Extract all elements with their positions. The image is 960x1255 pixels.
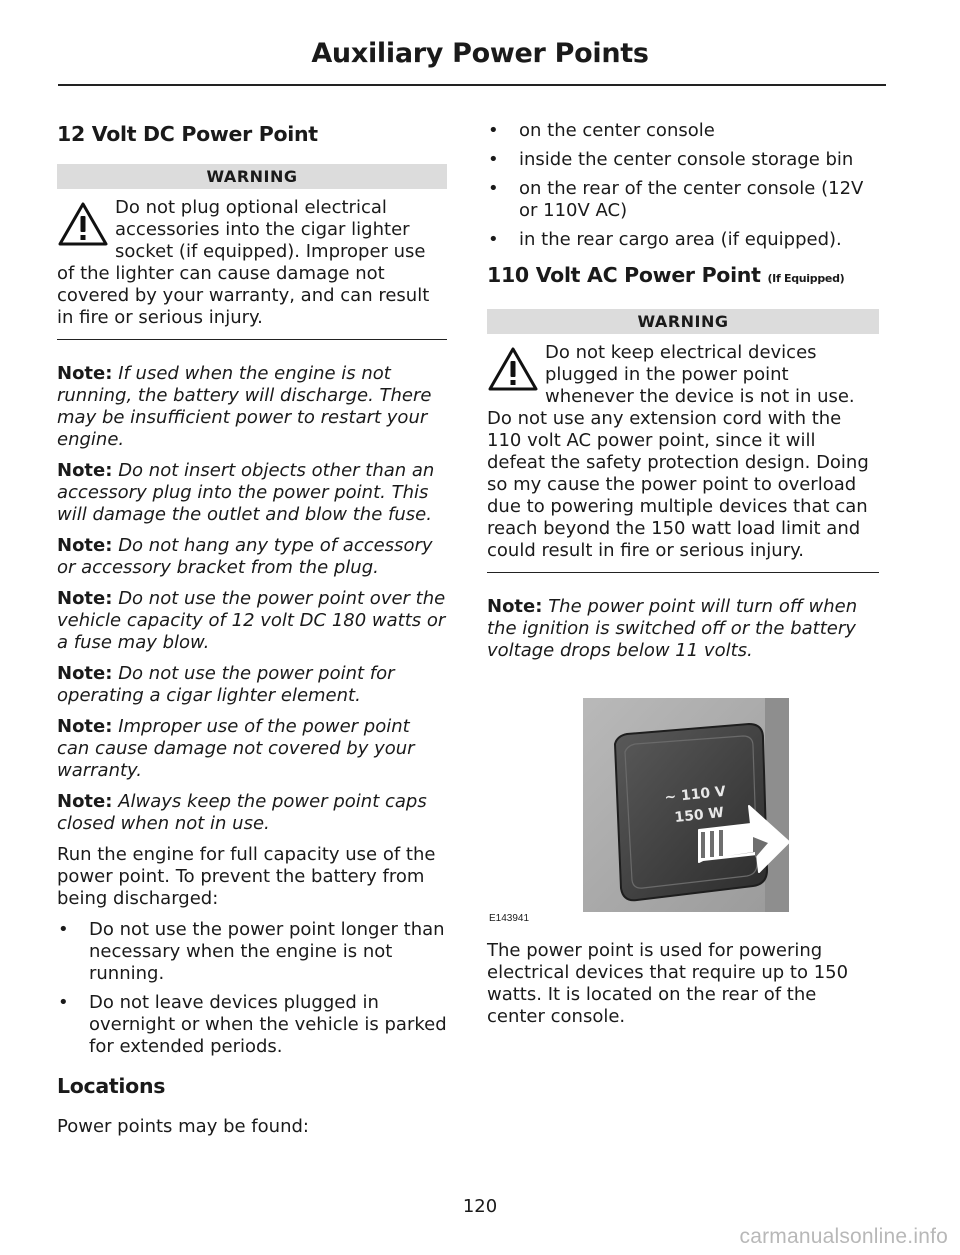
note-text: The power point will turn off when the ignition is switched off or the battery voltage drops below 11 volts. [487,596,858,661]
warning-header: WARNING [487,309,879,334]
list-item: • on the center console [487,120,879,142]
bullet-list [487,120,879,251]
page-title: Auxiliary Power Points [311,38,649,69]
section-heading-suffix: (If Equipped) [767,272,845,285]
section-heading-text: 110 Volt AC Power Point [487,263,761,287]
note-label: Note: [57,588,113,609]
body-paragraph: The power point is used for powering electrical devices that require up to 150 watts. It is located on the rear of the center console. [487,940,849,1027]
left-column [57,120,447,1147]
section-heading-110v [487,261,879,293]
title-rule [58,84,886,86]
warning-header: WARNING [57,164,447,189]
note-paragraph [57,460,447,526]
note-text: Improper use of the power point can cause damage not covered by your warranty. [57,716,415,781]
watermark: carmanualsonline.info [739,1225,948,1248]
list-item: • on the rear of the center console (12V or 110V AC) [487,178,879,222]
note-paragraph [57,791,447,835]
list-item: • Do not leave devices plugged in overnight or when the vehicle is parked for extended periods. [57,992,447,1058]
list-item: • Do not use the power point longer than necessary when the engine is not running. [57,919,447,985]
note-label: Note: [57,716,113,737]
note-paragraph [57,663,447,707]
note-text: Do not use the power point over the vehicle capacity of 12 volt DC 180 watts or a fuse may blow. [57,588,446,653]
note-text: Do not use the power point for operating a cigar lighter element. [57,663,395,706]
note-label: Note: [487,596,543,617]
cover-voltage-label: ~ 110 V [663,783,727,806]
note-text: Do not hang any type of accessory or accessory bracket from the plug. [57,535,433,578]
bullet-list [57,919,447,1058]
note-paragraph [57,588,447,654]
page-number: 120 [462,1196,498,1217]
power-point-photo [487,694,879,930]
note-text: Do not insert objects other than an accessory plug into the power point. This will damage the outlet and blow the fuse. [57,460,435,525]
note-label: Note: [57,460,113,481]
note-label: Note: [57,791,113,812]
note-paragraph [57,535,447,579]
note-paragraph [57,363,447,451]
power-point-illustration [487,694,879,930]
body-paragraph: Power points may be found: [57,1116,309,1137]
note-text: If used when the engine is not running, the battery will discharge. There may be insufficient power to restart your engine. [57,363,432,450]
section-heading-12v: 12 Volt DC Power Point [57,122,318,146]
body-paragraph: Run the engine for full capacity use of the power point. To prevent the battery from being discharged: [57,844,436,909]
note-label: Note: [57,363,113,384]
note-label: Note: [57,663,113,684]
warning-text: Do not plug optional electrical accessories into the cigar lighter socket (if equipped). Improper use of the lighter can cause damage not covered by your warranty, and can result in fire or serious injury. [57,197,430,328]
note-paragraph [487,596,879,662]
warning-triangle-icon [57,201,109,247]
list-item: • inside the center console storage bin [487,149,879,171]
warning-divider [57,339,447,340]
warning-text: Do not keep electrical devices plugged in the power point whenever the device is not in use. Do not use any extension cord with the 110 volt AC power point, since it will defeat the safety protection design. Doing so my cause the power point to overload due to powering multiple devices that can reach beyond the 150 watt load limit and could result in fire or serious injury. [487,342,869,561]
cover-wattage-label: 150 W [673,804,725,826]
warning-box [487,342,879,562]
section-heading-locations: Locations [57,1074,166,1098]
right-column [487,120,879,1037]
note-label: Note: [57,535,113,556]
warning-triangle-icon [487,346,539,392]
note-paragraph [57,716,447,782]
warning-divider [487,572,879,573]
note-text: Always keep the power point caps closed when not in use. [57,791,427,834]
list-item: • in the rear cargo area (if equipped). [487,229,879,251]
warning-box [57,197,447,329]
image-code: E143941 [489,913,530,924]
